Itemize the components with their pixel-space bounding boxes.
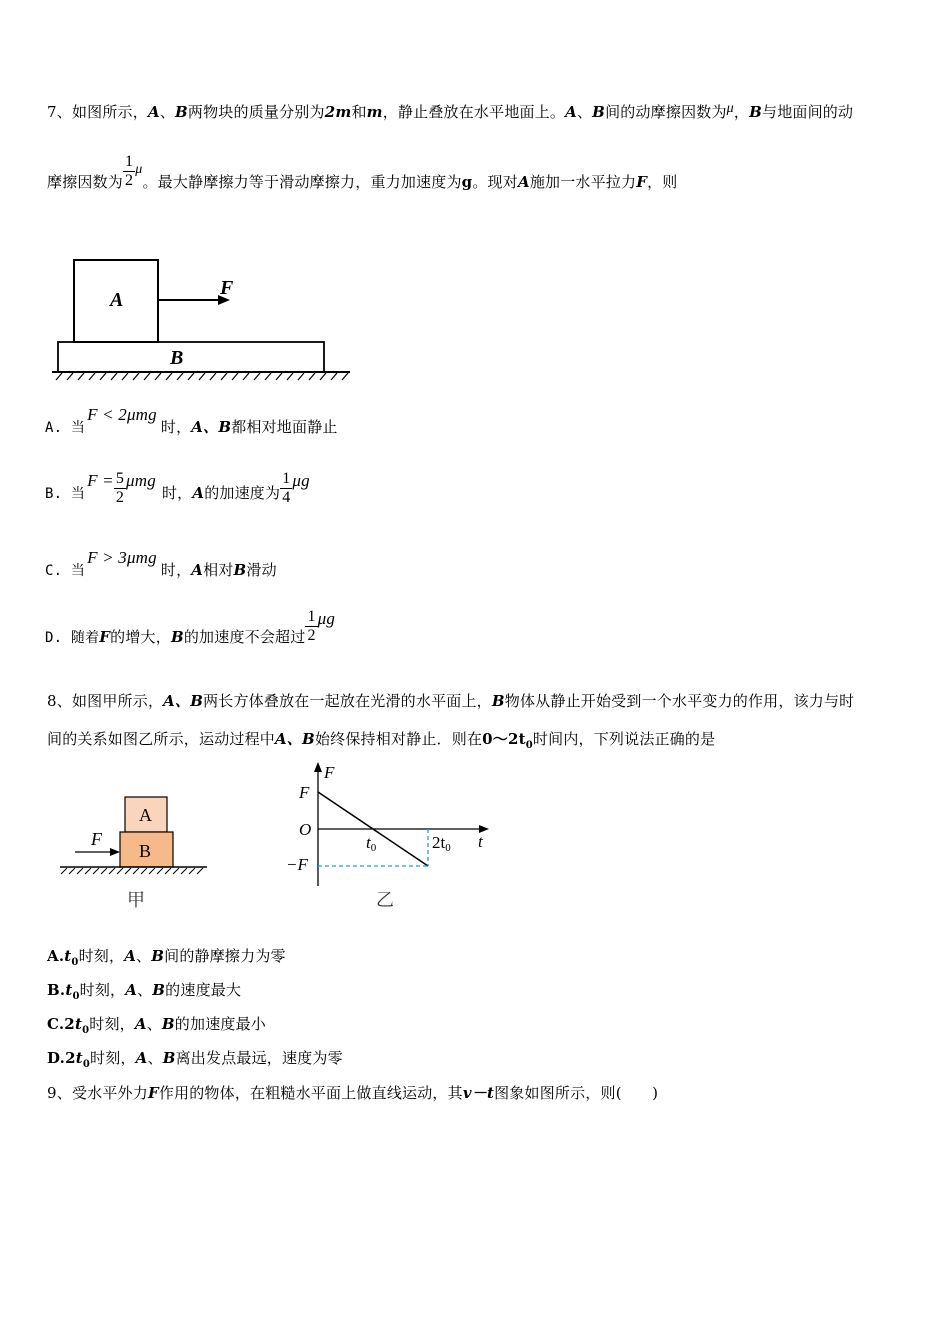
q7-block-figure <box>50 252 355 382</box>
force-arrowhead <box>110 848 120 856</box>
q8-option-b[interactable]: $B.t_0$时刻，A、B的速度最大 <box>47 981 242 1002</box>
tick-f: F <box>299 783 310 802</box>
q8-line1: 8、如图甲所示，A、B两长方体叠放在一起放在光滑的水平面上，B物体从静止开始受到一个水平变力的作用，该力与时 <box>47 692 855 710</box>
y-axis-label: F <box>324 763 335 782</box>
q7-line2: 摩擦因数为 $\frac{1}{2}$ μ。最大静摩擦力等于滑动摩擦力，重力加速度为g。现对A施加一水平拉力F，则 <box>47 152 678 191</box>
tick-2t0: 2t0 <box>432 833 451 854</box>
force-label: F <box>91 829 102 849</box>
fraction-half: $\frac{1}{2}$ <box>125 152 134 189</box>
q8-figure-yi <box>282 758 497 913</box>
q8-figure-jia <box>55 790 215 915</box>
fraction-five-halves: $\frac{5}{2}$ <box>115 469 125 506</box>
tick-origin: O <box>299 820 312 839</box>
q9-line1: 9、受水平外力F作用的物体，在粗糙水平面上做直线运动，其v－t图象如图所示，则( ) <box>47 1084 659 1102</box>
q7-option-d[interactable]: D. 随着F的增大，B的加速度不会超过 $\frac{1}{2}$ μg <box>45 607 336 646</box>
q8-option-c[interactable]: $C.2t_0$时刻，A、B的加速度最小 <box>47 1015 266 1036</box>
ground-hatch <box>61 868 203 874</box>
force-label: F <box>220 277 234 299</box>
tick-t0: t0 <box>366 833 377 854</box>
block-a-label: A <box>110 289 124 311</box>
q7-option-a[interactable]: A. 当F < 2μmg时，A、B都相对地面静止 <box>45 405 338 436</box>
q8-line2: 间的关系如图乙所示，运动过程中A、B始终保持相对静止．则在$0\sim 2t_0$时间内，下列说法正确的是 <box>47 730 716 751</box>
y-axis-arrowhead <box>314 762 322 772</box>
mu-symbol: μ <box>726 101 734 116</box>
q7-line1: 7、如图所示，A、B两物块的质量分别为2m和m，静止叠放在水平地面上。A、B间的动摩擦因数为μ，B与地面间的动 <box>47 101 854 121</box>
block-b <box>58 342 324 372</box>
figure-caption-yi: 乙 <box>376 890 394 910</box>
q7-option-c[interactable]: C. 当F > 3μmg时，A相对B滑动 <box>45 548 277 579</box>
ground-hatch <box>56 373 348 380</box>
q8-option-d[interactable]: $D.2t_0$时刻，A、B离出发点最远，速度为零 <box>47 1049 343 1070</box>
q8-option-a[interactable]: $A.t_0$时刻，A、B间的静摩擦力为零 <box>47 947 286 968</box>
fraction-quarter: $\frac{1}{4}$ <box>282 469 291 506</box>
block-b-label: B <box>170 347 184 369</box>
block-b-label: B <box>139 841 152 861</box>
tick-neg-f: −F <box>286 855 308 874</box>
q7-option-b[interactable]: B. 当F = $\frac{5}{2}$ μmg时，A的加速度为 $\frac{1}{4}$ μg <box>45 469 310 506</box>
block-a-label: A <box>139 805 152 825</box>
figure-caption-jia: 甲 <box>127 890 145 910</box>
x-axis-label: t <box>478 832 483 851</box>
fraction-half-d: $\frac{1}{2}$ <box>307 607 316 644</box>
